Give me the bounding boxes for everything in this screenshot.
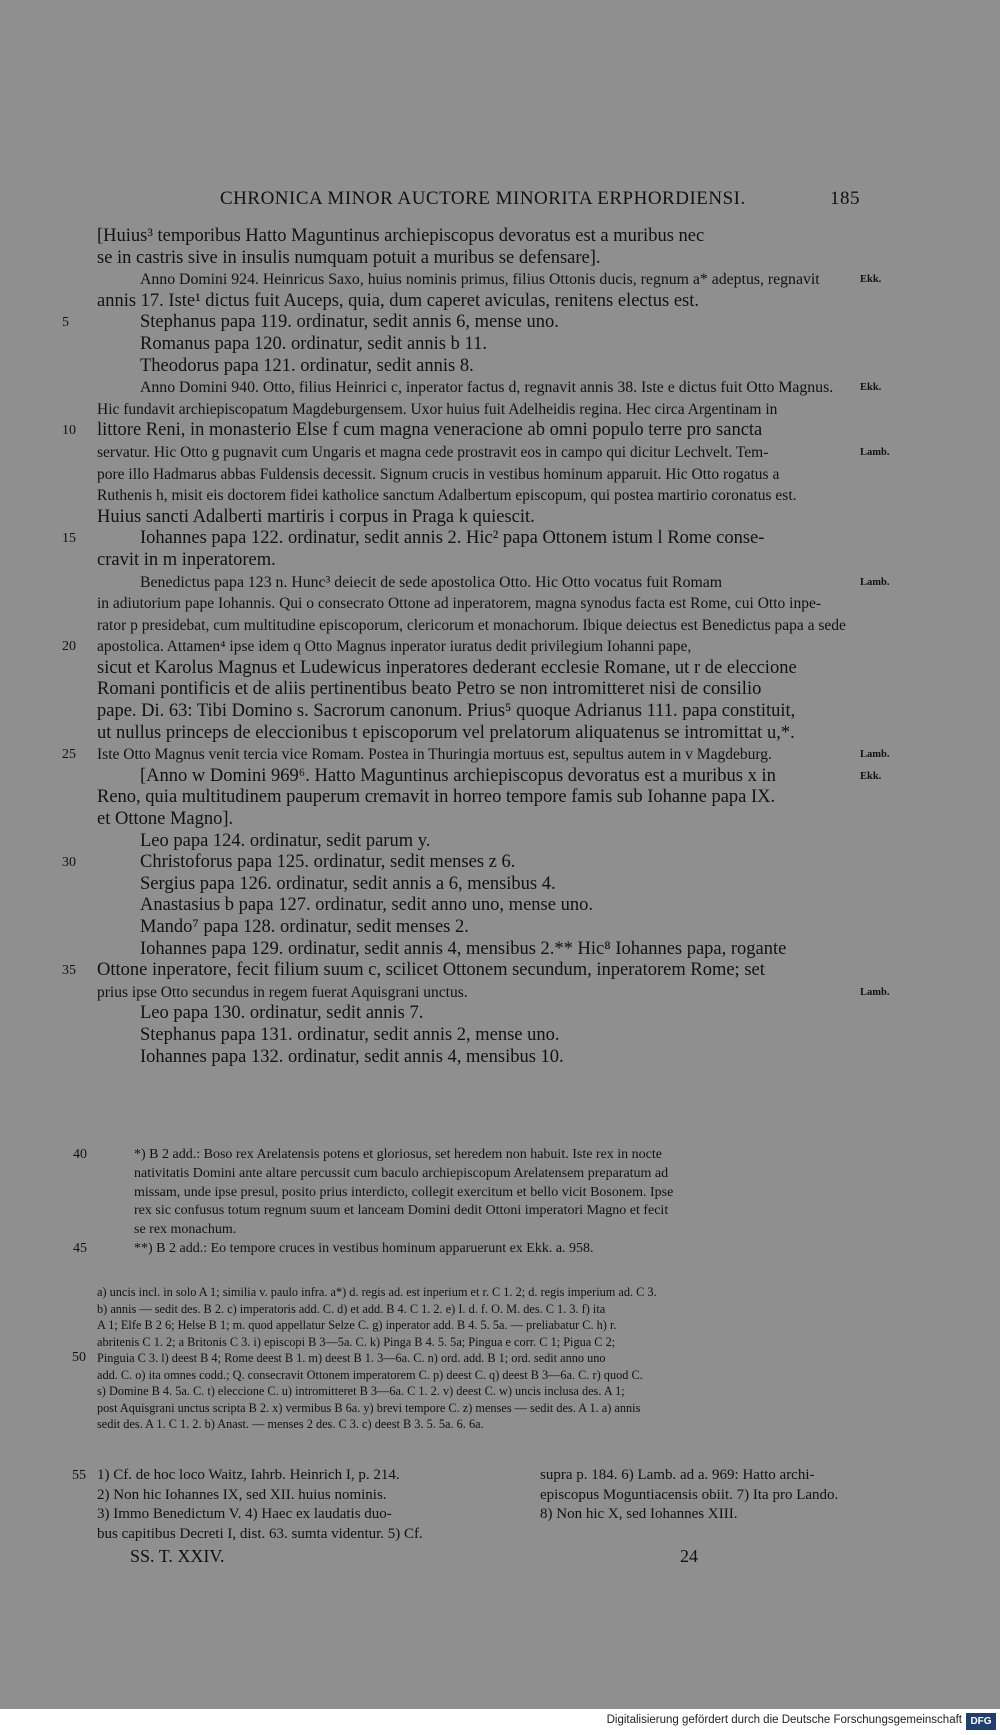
- text-line: [0, 1047, 1000, 1069]
- line-text: servatur. Hic Otto g pugnavit cum Ungaris et magna cede prostravit eos in campo qui dicitur Lechvelt. Tem-: [97, 443, 769, 461]
- margin-source: Lamb.: [860, 446, 890, 458]
- apparatus-text: Pinguia C 3. l) deest B 4; Rome deest B 1. m) deest B 1. 3—6a. C. n) ord. add. B 1; ord. sedit anno uno: [97, 1351, 606, 1365]
- margin-source: Lamb.: [860, 576, 890, 588]
- line-text: prius ipse Otto secundus in regem fuerat Aquisgrani unctus.: [97, 983, 468, 1001]
- line-text: littore Reni, in monasterio Else f cum magna veneracione ab omni populo terre pro sancta: [97, 420, 763, 441]
- line-text: Anno Domini 940. Otto, filius Heinrici c, inperator factus d, regnavit annis 38. Iste e dictus fuit Otto Magnus.: [140, 379, 834, 397]
- text-line: [0, 658, 1000, 680]
- text-line: [0, 356, 1000, 378]
- text-line: [0, 744, 1000, 766]
- text-line: [0, 485, 1000, 507]
- apparatus-text: b) annis — sedit des. B 2. c) imperatoris add. C. d) et add. B 4. C 1. 2. e) I. d. f. O. M. des. C 1. 3. f) ita: [97, 1301, 606, 1316]
- footnote-col1: 3) Immo Benedictum V. 4) Haec ex laudatis duo-: [97, 1506, 392, 1522]
- line-text: Anastasius b papa 127. ordinatur, sedit anno uno, mense uno.: [140, 895, 593, 916]
- text-line: [0, 809, 1000, 831]
- note-text: *) B 2 add.: Boso rex Arelatensis potens et gloriosus, set heredem non habuit. Iste rex in nocte: [134, 1147, 663, 1162]
- line-number: 45: [73, 1240, 87, 1256]
- footnote-col2: 8) Non hic X, sed Iohannes XIII.: [540, 1506, 738, 1522]
- line-text: Leo papa 124. ordinatur, sedit parum y.: [140, 830, 431, 851]
- line-number: 35: [62, 963, 76, 979]
- text-line: [0, 291, 1000, 313]
- text-line: [0, 593, 1000, 615]
- apparatus-text: abritenis C 1. 2; a Britonis C 3. i) episcopi B 3—5a. C. k) Pinga B 4. 5. 5a; Pingua e corr. C 1; Pigua C 2;: [97, 1334, 616, 1349]
- text-line: [0, 852, 1000, 874]
- apparatus-text: sedit des. A 1. C 1. 2. b) Anast. — menses 2 des. C 3. c) deest B 3. 5. 5a. 6. 6a.: [97, 1417, 484, 1431]
- apparatus-text: A 1; Elfe B 2 6; Helse B 1; m. quod appellatur Selze C. g) inperator add. B 4. 5. 5a. — preliabatur C. h) r.: [97, 1318, 617, 1332]
- critical-apparatus: [0, 1284, 1000, 1433]
- text-line: [0, 831, 1000, 853]
- apparatus-text: s) Domine B 4. 5a. C. t) eleccione C. u) intromitteret B 3—6a. C 1. 2. v) deest C. w) uncis inclusa des. A 1;: [97, 1384, 625, 1398]
- running-header: [100, 188, 860, 214]
- line-text: et Ottone Magno].: [97, 809, 234, 830]
- apparatus-line: [0, 1350, 1000, 1367]
- apparatus-line: [0, 1284, 1000, 1301]
- line-text: [Huius³ temporibus Hatto Maguntinus archiepiscopus devoratus est a muribus nec: [97, 226, 705, 246]
- footnote-col2: episcopus Moguntiacensis obiit. 7) Ita pro Lando.: [540, 1486, 839, 1503]
- line-number: 50: [72, 1350, 86, 1365]
- note-line: [0, 1221, 1000, 1240]
- text-line: [0, 1025, 1000, 1047]
- text-line: [0, 528, 1000, 550]
- margin-source: Lamb.: [860, 986, 890, 998]
- text-line: [0, 917, 1000, 939]
- apparatus-line: [0, 1301, 1000, 1318]
- note-text: se rex monachum.: [134, 1222, 237, 1238]
- line-text: Iohannes papa 132. ordinatur, sedit annis 4, mensibus 10.: [140, 1046, 564, 1067]
- margin-source: Ekk.: [860, 382, 882, 394]
- line-text: Iohannes papa 129. ordinatur, sedit annis 4, mensibus 2.** Hic⁸ Iohannes papa, rogante: [140, 938, 787, 959]
- margin-source: Lamb.: [860, 749, 890, 761]
- text-line: [0, 982, 1000, 1004]
- apparatus-text: add. C. o) ita omnes codd.; Q. consecravit Ottonem imperatorem C. p) deest C. q) deest B 3—6a. C. r) quod C.: [97, 1367, 643, 1382]
- apparatus-line: [0, 1367, 1000, 1384]
- line-number: 5: [62, 315, 69, 331]
- line-number: 30: [62, 855, 76, 871]
- line-text: Stephanus papa 131. ordinatur, sedit annis 2, mense uno.: [140, 1024, 560, 1045]
- footnote-col1: bus capitibus Decreti I, dist. 63. sumta videntur. 5) Cf.: [97, 1525, 423, 1542]
- line-text: cravit in m inperatorem.: [97, 549, 276, 570]
- footnote-line: [0, 1466, 1000, 1486]
- line-text: Mando⁷ papa 128. ordinatur, sedit menses 2.: [140, 917, 469, 937]
- text-line: [0, 334, 1000, 356]
- line-text: sicut et Karolus Magnus et Ludewicus inperatores dederant ecclesie Romane, ut r de eleccione: [97, 657, 797, 678]
- line-text: pore illo Hadmarus abbas Fuldensis decessit. Signum crucis in vestibus hominum apparuit. Hic Otto rogatus a: [97, 465, 780, 483]
- line-text: Stephanus papa 119. ordinatur, sedit annis 6, mense uno.: [140, 312, 559, 333]
- text-line: [0, 572, 1000, 594]
- line-text: Christoforus papa 125. ordinatur, sedit menses z 6.: [140, 852, 516, 873]
- line-number: 25: [62, 747, 76, 763]
- digitization-footer: [0, 1709, 1000, 1735]
- note-line: [0, 1240, 1000, 1259]
- margin-source: Ekk.: [860, 274, 882, 286]
- line-number: 40: [73, 1147, 87, 1162]
- line-text: rator p presidebat, cum multitudine episcoporum, clericorum et monachorum. Ibique deiectus est Benedictus papa a sede: [97, 616, 846, 634]
- line-text: Romanus papa 120. ordinatur, sedit annis b 11.: [140, 333, 487, 354]
- margin-source: Ekk.: [860, 770, 882, 782]
- line-number: 55: [72, 1468, 86, 1483]
- text-line: [0, 939, 1000, 961]
- apparatus-line: [0, 1383, 1000, 1400]
- footnote-line: [0, 1486, 1000, 1506]
- text-line: [0, 377, 1000, 399]
- apparatus-text: a) uncis incl. in solo A 1; similia v. paulo infra. a*) d. regis ad. est inperium et r. C 1. 2; d. regis imperium ad. C 3.: [97, 1285, 657, 1299]
- text-line: [0, 701, 1000, 723]
- line-text: Iste Otto Magnus venit tercia vice Romam. Postea in Thuringia mortuus est, sepultus autem in v Magdeburg.: [97, 746, 772, 764]
- line-text: Sergius papa 126. ordinatur, sedit annis a 6, mensibus 4.: [140, 873, 556, 894]
- line-number: 20: [62, 639, 76, 655]
- dfg-logo: DFG: [966, 1713, 996, 1730]
- apparatus-text: post Aquisgrani unctus scripta B 2. x) vermibus B 6a. y) brevi tempore C. z) menses — sedit des. A 1. a) annis: [97, 1400, 641, 1415]
- header-title: CHRONICA MINOR AUCTORE MINORITA ERPHORDIENSI.: [220, 188, 746, 209]
- text-line: [0, 399, 1000, 421]
- line-text: Benedictus papa 123 n. Hunc³ deiecit de sede apostolica Otto. Hic Otto vocatus fuit Romam: [140, 573, 723, 591]
- text-line: [0, 615, 1000, 637]
- text-line: [0, 248, 1000, 270]
- page-number: 185: [830, 188, 860, 209]
- line-text: se in castris sive in insulis numquam potuit a muribus se defensare].: [97, 247, 601, 268]
- line-text: apostolica. Attamen⁴ ipse idem q Otto Magnus inperator iuratus dedit privilegium Iohanni pape,: [97, 638, 692, 656]
- footnote-col1: 2) Non hic Iohannes IX, sed XII. huius nominis.: [97, 1486, 387, 1503]
- line-text: annis 17. Iste¹ dictus fuit Auceps, quia, dum caperet aviculas, renitens electus est.: [97, 290, 699, 311]
- text-line: [0, 1003, 1000, 1025]
- footnotes: [0, 1466, 1000, 1544]
- footnote-line: [0, 1505, 1000, 1525]
- apparatus-line: [0, 1400, 1000, 1417]
- apparatus-line: [0, 1317, 1000, 1334]
- line-number: 15: [62, 531, 76, 547]
- line-text: in adiutorium pape Iohannis. Qui o consecrato Ottone ad inperatorem, magna synodus facta est Rome, cui Otto inpe-: [97, 595, 821, 613]
- line-text: Leo papa 130. ordinatur, sedit annis 7.: [140, 1003, 424, 1024]
- note-line: [0, 1202, 1000, 1221]
- note-text: missam, unde ipse presul, posito prius interdicto, collegit exercitum et bello vicit Bosonem. Ipse: [134, 1184, 674, 1200]
- text-line: [0, 464, 1000, 486]
- line-text: Reno, quia multitudinem pauperum cremavit in horreo tempore famis sub Iohanne papa IX.: [97, 787, 776, 808]
- footnote-col1: 1) Cf. de hoc loco Waitz, Iahrb. Heinrich I, p. 214.: [97, 1467, 400, 1483]
- footer-text: Digitalisierung gefördert durch die Deutsche Forschungsgemeinschaft: [606, 1714, 962, 1726]
- footnote-col2: supra p. 184. 6) Lamb. ad a. 969: Hatto archi-: [540, 1467, 815, 1483]
- text-line: [0, 226, 1000, 248]
- text-line: [0, 636, 1000, 658]
- text-line: [0, 787, 1000, 809]
- text-line: [0, 874, 1000, 896]
- signature-right: 24: [680, 1546, 698, 1566]
- note-text: nativitatis Domini ante altare percussit cum baculo archiepiscopum Arelatensem preparatum ad: [134, 1165, 669, 1181]
- line-text: pape. Di. 63: Tibi Domino s. Sacrorum canonum. Prius⁵ quoque Adrianus 111. papa constituit,: [97, 701, 796, 722]
- note-text: rex sic confusus totum regnum suum et lanceam Domini dedit Ottoni imperatori Magno et fecit: [134, 1203, 669, 1219]
- text-line: [0, 269, 1000, 291]
- footnote-line: [0, 1525, 1000, 1545]
- note-line: [0, 1165, 1000, 1184]
- note-text: **) B 2 add.: Eo tempore cruces in vestibus hominum apparuerunt ex Ekk. a. 958.: [134, 1240, 594, 1256]
- text-line: [0, 766, 1000, 788]
- line-text: Theodorus papa 121. ordinatur, sedit annis 8.: [140, 355, 474, 376]
- line-text: Anno Domini 924. Heinricus Saxo, huius nominis primus, filius Ottonis ducis, regnum a* adeptus, regnavit: [140, 271, 820, 289]
- line-text: Ottone inperatore, fecit filium suum c, scilicet Ottonem secundum, inperatorem Rome; set: [97, 960, 765, 981]
- line-text: Ruthenis h, misit eis doctorem fidei katholice sanctum Adalbertum episcopum, qui postea martirio coronatus est.: [97, 487, 797, 505]
- main-text: [0, 226, 1000, 1068]
- star-notes: [0, 1146, 1000, 1259]
- line-number: 10: [62, 423, 76, 439]
- apparatus-line: [0, 1416, 1000, 1433]
- line-text: Romani pontificis et de aliis pertinentibus beato Petro se non intromitteret nisi de consilio: [97, 679, 762, 700]
- line-text: Hic fundavit archiepiscopatum Magdeburgensem. Uxor huius fuit Adelheidis regina. Hec circa Argentinam in: [97, 400, 778, 418]
- apparatus-line: [0, 1334, 1000, 1351]
- line-text: [Anno w Domini 969⁶. Hatto Maguntinus archiepiscopus devoratus est a muribus x in: [140, 765, 776, 786]
- text-line: [0, 723, 1000, 745]
- text-line: [0, 550, 1000, 572]
- text-line: [0, 312, 1000, 334]
- text-line: [0, 420, 1000, 442]
- text-line: [0, 895, 1000, 917]
- note-line: [0, 1146, 1000, 1165]
- text-line: [0, 960, 1000, 982]
- note-line: [0, 1184, 1000, 1203]
- text-line: [0, 442, 1000, 464]
- line-text: Huius sancti Adalberti martiris i corpus in Praga k quiescit.: [97, 506, 535, 527]
- text-line: [0, 679, 1000, 701]
- line-text: Iohannes papa 122. ordinatur, sedit annis 2. Hic² papa Ottonem istum l Rome conse-: [140, 528, 765, 549]
- line-text: ut nullus princeps de eleccionibus t episcoporum vel prelatorum aliquatenus se intromittat u,*.: [97, 722, 795, 743]
- text-line: [0, 507, 1000, 529]
- signature-left: SS. T. XXIV.: [130, 1546, 225, 1566]
